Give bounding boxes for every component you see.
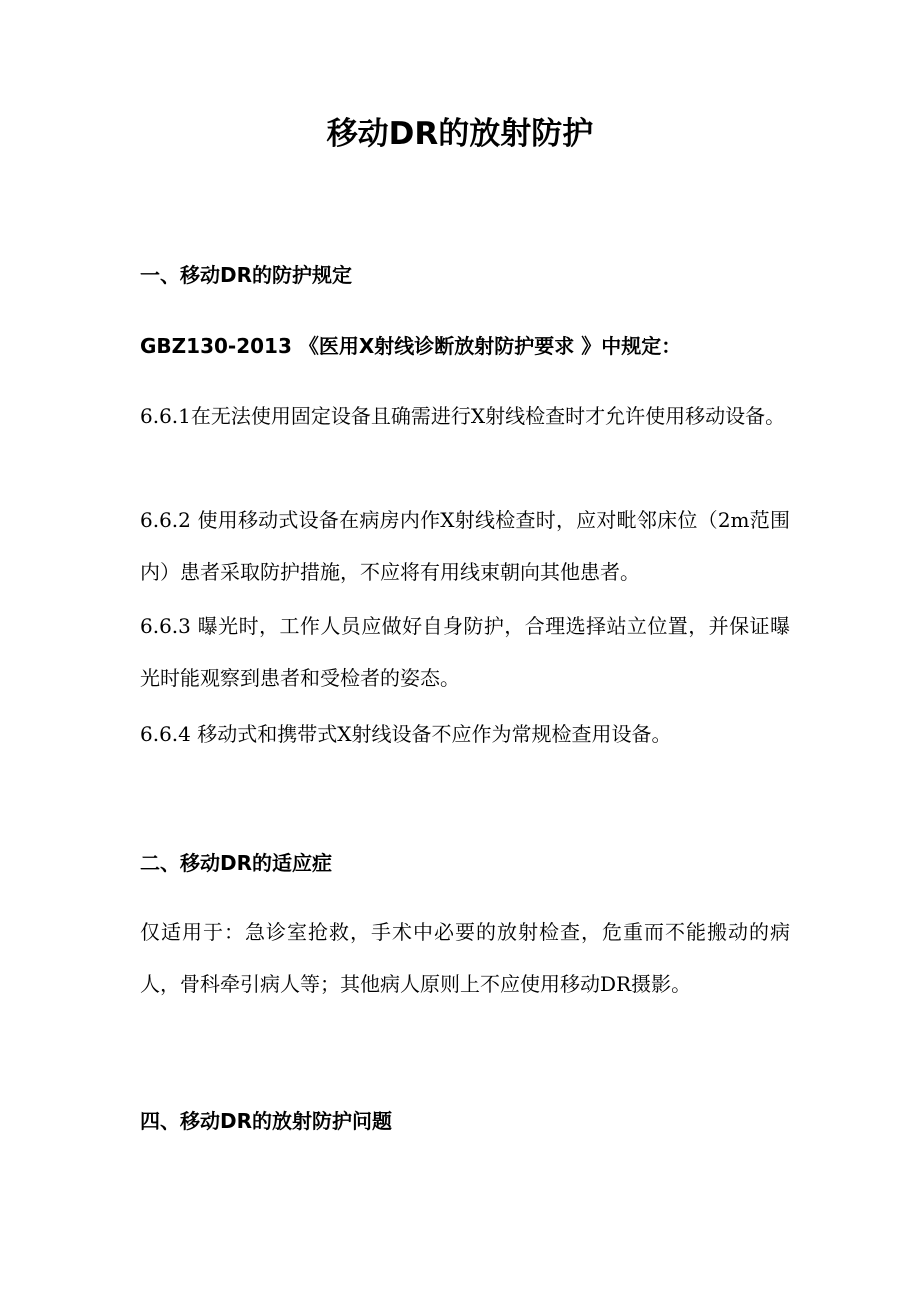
rule-item-6-6-1: 6.6.1在无法使用固定设备且确需进行X射线检查时才允许使用移动设备。	[140, 404, 786, 428]
rule-item-6-6-4: 6.6.4 移动式和携带式X射线设备不应作为常规检查用设备。	[140, 722, 672, 746]
section-heading-radiation-protection-issues: 四、移动DR的放射防护问题	[140, 1109, 393, 1133]
rule-item-6-6-3: 6.6.3 曝光时，工作人员应做好自身防护，合理选择站立位置，并保证曝光时能观察到患者和受检者的姿态。	[140, 614, 790, 690]
standard-reference: GBZ130-2013 《医用X射线诊断放射防护要求 》中规定：	[140, 334, 682, 358]
document-title: 移动DR的放射防护	[326, 116, 594, 152]
section-heading-protection-rules: 一、移动DR的防护规定	[140, 263, 353, 287]
indications-body: 仅适用于：急诊室抢救，手术中必要的放射检查，危重而不能搬动的病人，骨科牵引病人等；其他病人原则上不应使用移动DR摄影。	[140, 920, 790, 996]
section-heading-indications: 二、移动DR的适应症	[140, 851, 333, 875]
rule-item-6-6-2: 6.6.2 使用移动式设备在病房内作X射线检查时，应对毗邻床位（2m范围内）患者采取防护措施，不应将有用线束朝向其他患者。	[140, 508, 790, 584]
